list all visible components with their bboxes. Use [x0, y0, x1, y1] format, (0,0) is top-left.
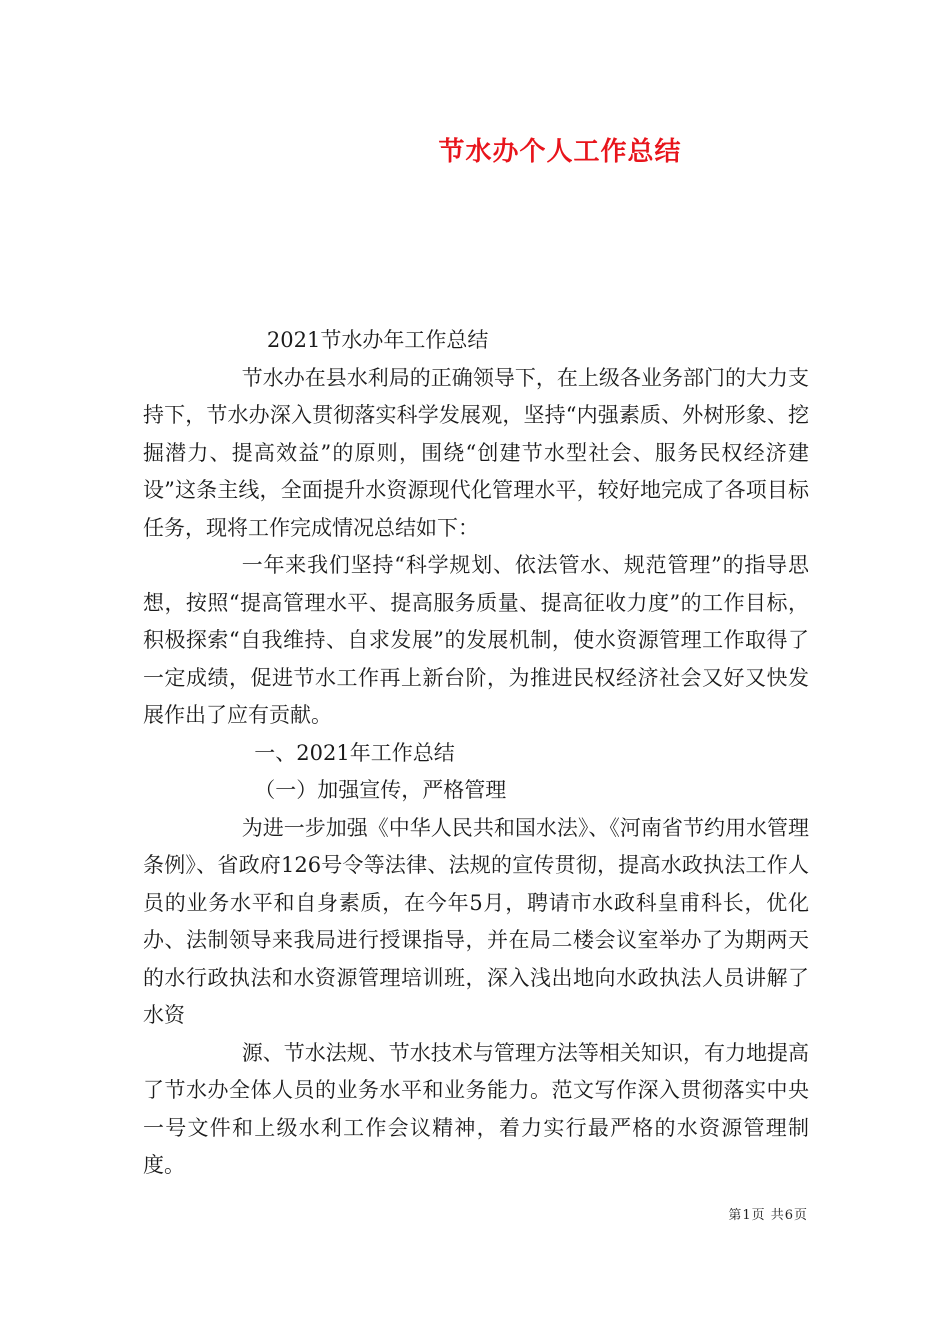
paragraph: 为进一步加强《中华人民共和国水法》、《河南省节约用水管理条例》、省政府126号令等法律、法规的宣传贯彻，提高水政执法工作人员的业务水平和自身素质，在今年5月，聘请市水政科皇甫科长，优化办、法制领导来我局进行授课指导，并在局二楼会议室举办了为期两天的水行政执法和水资源管理培训班，深入浅出地向水政执法人员讲解了水资 [143, 815, 809, 1027]
document-body [143, 322, 809, 1185]
page-title: 节水办个人工作总结 [438, 137, 682, 167]
paragraph: 节水办在县水利局的正确领导下，在上级各业务部门的大力支持下，节水办深入贯彻落实科学发展观，坚持“内强素质、外树形象、挖掘潜力、提高效益”的原则，围绕“创建节水型社会、服务民权经济建设”这条主线，全面提升水资源现代化管理水平，较好地完成了各项目标任务，现将工作完成情况总结如下： [143, 365, 809, 540]
paragraph: 一年来我们坚持“科学规划、依法管水、规范管理”的指导思想，按照“提高管理水平、提高服务质量、提高征收力度”的工作目标，积极探索“自我维持、自求发展”的发展机制，使水资源管理工作取得了一定成绩，促进节水工作再上新台阶，为推进民权经济社会又好又快发展作出了应有贡献。 [143, 553, 809, 727]
section-heading: 一、2021年工作总结 [254, 740, 455, 765]
paragraph: 源、节水法规、节水技术与管理方法等相关知识，有力地提高了节水办全体人员的业务水平和业务能力。范文写作深入贯彻落实中央一号文件和上级水利工作会议精神，着力实行最严格的水资源管理制度。 [143, 1040, 809, 1177]
document-heading: 2021节水办年工作总结 [266, 328, 489, 352]
page-number: 第1页 共6页 [728, 1208, 808, 1223]
subsection-heading: （一）加强宣传，严格管理 [254, 778, 507, 802]
